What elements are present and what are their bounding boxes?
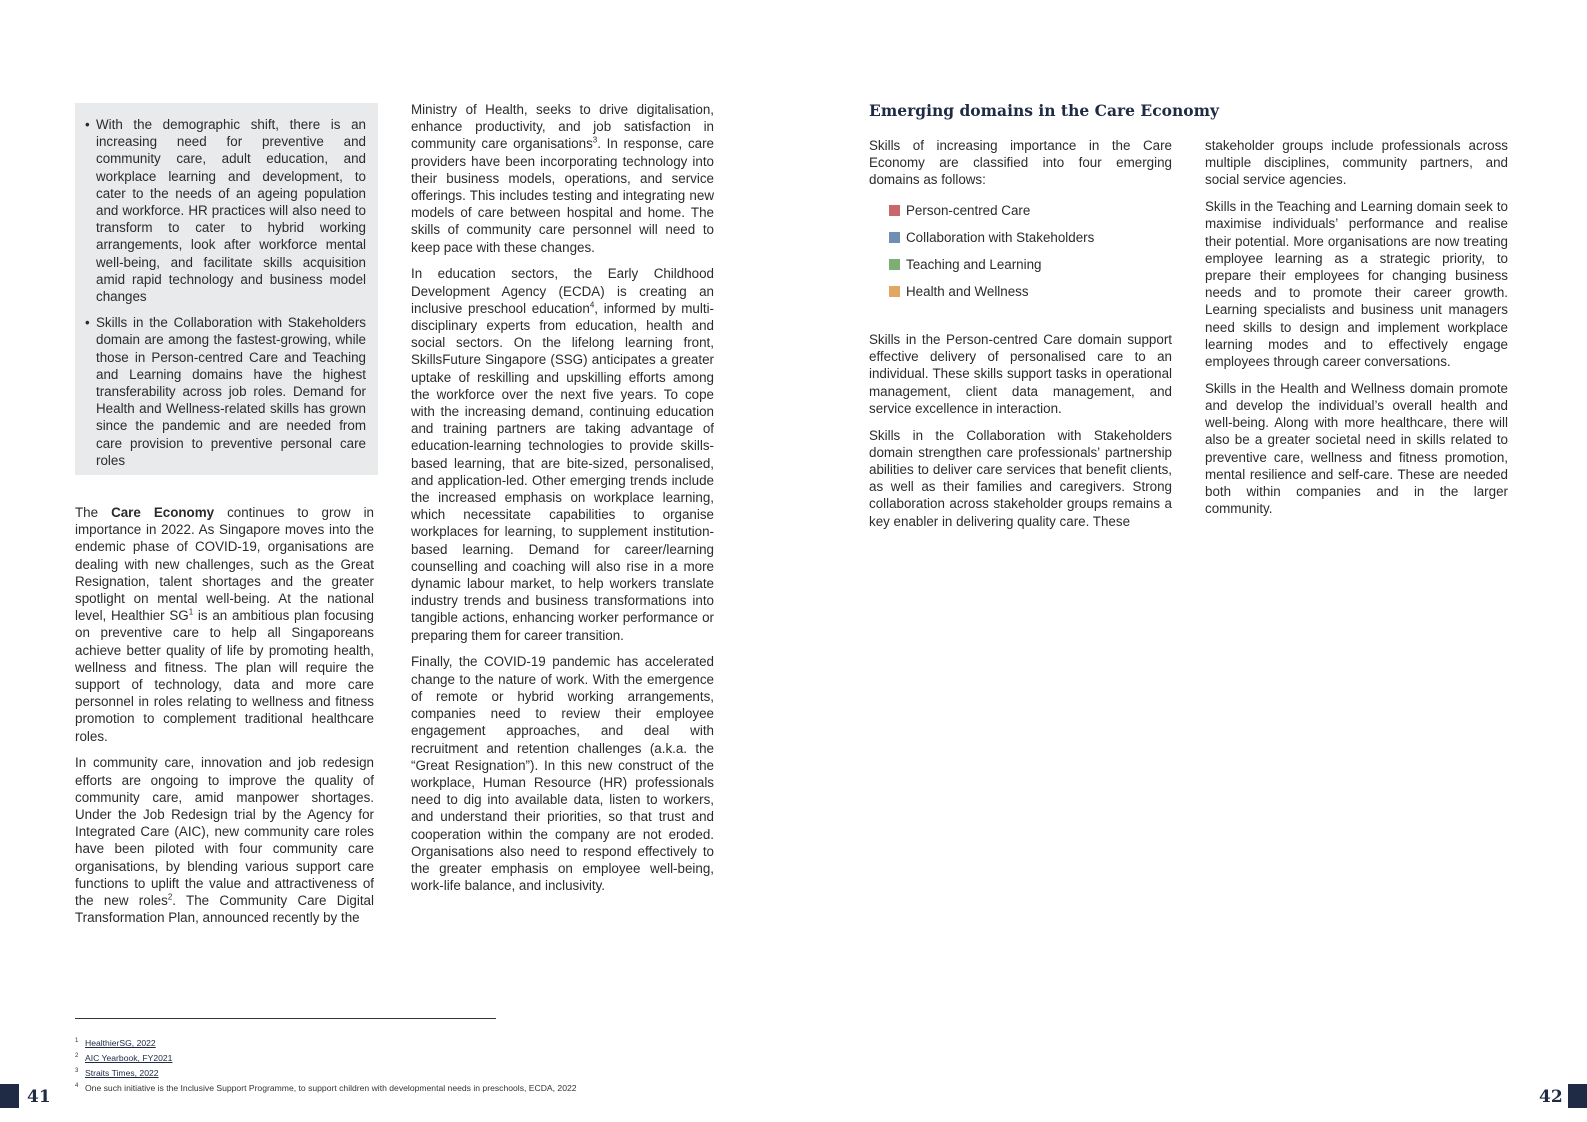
footnote-2: 2 AIC Yearbook, FY2021 <box>75 1051 577 1066</box>
legend-item-teaching-learning: Teaching and Learning <box>889 251 1094 278</box>
footnotes <box>75 1036 577 1096</box>
right-page-number: 42 <box>1539 1087 1563 1107</box>
second-column-body <box>411 101 714 904</box>
community-care-paragraph: In community care, innovation and job redesign efforts are ongoing to improve the quality of community care, amid manpower shortages. Under the Job Redesign trial by the Agency for Integrated Care (AIC), new community care roles have been piloted with four community care organisations, by blending various support care functions to uplift the value and attractiveness of the new roles$^2$. The Community Care Digital Transformation Plan, announced recently by the <box>75 755 374 926</box>
care-economy-paragraph: The Care Economy continues to grow in importance in 2022. As Singapore moves into the endemic phase of COVID-19, organisations are dealing with new challenges, such as the Great Resignation, talent shortages and the greater spotlight on mental well-being. At the national level, Healthier $SG^1$ is an ambitious plan focusing on preventive care to help all Singaporeans achieve better quality of life by promoting health, wellness and fitness. The plan will require the support of technology, data and more care personnel in roles relating to wellness and fitness promotion to complement traditional healthcare roles. <box>75 505 375 744</box>
insights-list <box>75 103 378 469</box>
collaboration-paragraph-continued: stakeholder groups include professionals across multiple disciplines, community partners, and social service agencies. <box>1205 138 1508 188</box>
right-page-marker <box>1568 1084 1587 1108</box>
footnote-link-aic-yearbook[interactable]: AIC Yearbook, FY2021 <box>85 1053 173 1063</box>
footnote-link-straits-times[interactable]: Straits Times, 2022 <box>85 1068 159 1078</box>
person-centred-paragraph: Skills in the Person-centred Care domain support effective delivery of personalised care to an individual. These skills support tasks in operational management, client data management, and service excellence in interaction. <box>869 332 1172 416</box>
key-insights-box <box>75 103 378 475</box>
domains-intro-paragraph: Skills of increasing importance in the Care Economy are classified into four emerging domains as follows: <box>869 138 1172 188</box>
legend-swatch <box>889 205 900 216</box>
health-wellness-paragraph: Skills in the Health and Wellness domain promote and develop the individual’s overall health and well-being. Along with more healthcare, there will also be a greater societal need in skills related to preventive care, wellness and fitness promotion, mental resilience and self-care. These are needed both within companies and in the larger community. <box>1205 380 1508 517</box>
legend-swatch <box>889 286 900 297</box>
digitalisation-paragraph: Ministry of Health, seeks to drive digitalisation, enhance productivity, and job satisfaction in community care organisations$^3$. In response, care providers have been incorporating technology into their business models, operations, and service offerings. This includes testing and integrating new models of care between hospital and home. The skills of community care personnel will need to keep pace with these changes. <box>411 102 714 255</box>
legend-item-collaboration: Collaboration with Stakeholders <box>889 224 1094 251</box>
footnote-divider <box>75 1018 496 1019</box>
bullet-marker: • <box>85 117 90 132</box>
footnote-4: 4 One such initiative is the Inclusive Support Programme, to support children with developmental needs in preschools, ECDA, 2022 <box>75 1083 577 1093</box>
legend-item-person-centred-care: Person-centred Care <box>889 197 1094 224</box>
insight-bullet: • Skills in the Collaboration with Stakeholders domain are among the fastest-growing, while those in Person-centred Care and Teaching and Learning domains have the highest transferability across job roles. Demand for Health and Wellness-related skills has grown since the pandemic and are needed from care provision to preventive personal care roles <box>85 315 366 468</box>
covid-paragraph: Finally, the COVID-19 pandemic has accelerated change to the nature of work. With the emergence of remote or hybrid working arrangements, companies need to review their employee engagement approaches, and deal with recruitment and retention challenges (a.k.a. the “Great Resignation”). In this new construct of the workplace, Human Resource (HR) professionals need to dig into available data, listen to workers, and understand their priorities, so that trust and cooperation within the company are not eroded. Organisations also need to respond effectively to the greater emphasis on employee well-being, work-life balance, and inclusivity. <box>411 654 714 894</box>
bullet-marker: • <box>85 315 90 331</box>
footnote-3: 3 Straits Times, 2022 <box>75 1066 577 1081</box>
legend-swatch <box>889 232 900 243</box>
education-paragraph: In education sectors, the Early Childhood Development Agency (ECDA) is creating an inclusive preschool education$^4$, informed by multi-disciplinary experts from education, health and social sectors. On the lifelong learning front, SkillsFuture Singapore (SSG) anticipates a greater uptake of reskilling and upskilling efforts among the workforce over the next five years. To cope with the increasing demand, continuing education and training partners are taking advantage of education-learning technologies to provide skills-based learning, that are bite-sized, personalised, and application-led. Other emerging trends include the increased emphasis on workplace learning, which necessitate capabilities to organise workplaces for learning, to supplement institution-based learning. Demand for career/learning counselling and coaching will also rise in a more dynamic labour market, to help workers translate industry trends and business transformations into tangible actions, enhancing worker performance or preparing them for career transition. <box>411 266 714 643</box>
footnote-link-healthiersg[interactable]: HealthierSG, 2022 <box>85 1038 156 1048</box>
teaching-learning-paragraph: Skills in the Teaching and Learning domain seek to maximise individuals’ performance and realise their potential. More organisations are now treating employee learning as a strategic priority, to prepare their employees for changing business needs and to promote their career growth. Learning specialists and business unit managers need skills to design and implement workplace learning modes and to effectively engage employees through career conversations. <box>1205 199 1508 370</box>
third-column-body <box>869 331 1172 539</box>
collaboration-paragraph: Skills in the Collaboration with Stakeholders domain strengthen care professionals’ partnership abilities to deliver care services that benefit clients, as well as their families and caregivers. Strong collaboration across stakeholder groups remains a key enabler in delivering quality care. These <box>869 427 1172 529</box>
legend-item-health-wellness: Health and Wellness <box>889 278 1094 305</box>
footnote-1: 1 HealthierSG, 2022 <box>75 1036 577 1051</box>
left-page-marker <box>0 1084 19 1108</box>
insight-bullet: • With the demographic shift, there is an increasing need for preventive and community care, adult education, and workplace learning and development, to cater to the needs of an ageing population and workforce. HR practices will also need to transform to cater to hybrid working arrangements, look after workforce mental well-being, and facilitate skills acquisition amid rapid technology and business model changes <box>85 117 366 305</box>
section-heading: Emerging domains in the Care Economy <box>869 101 1220 120</box>
left-page-number: 41 <box>27 1087 51 1107</box>
domain-legend <box>889 197 1094 305</box>
left-column-body <box>75 504 374 936</box>
fourth-column-body <box>1205 137 1508 527</box>
legend-swatch <box>889 259 900 270</box>
third-column-intro <box>869 137 1172 198</box>
